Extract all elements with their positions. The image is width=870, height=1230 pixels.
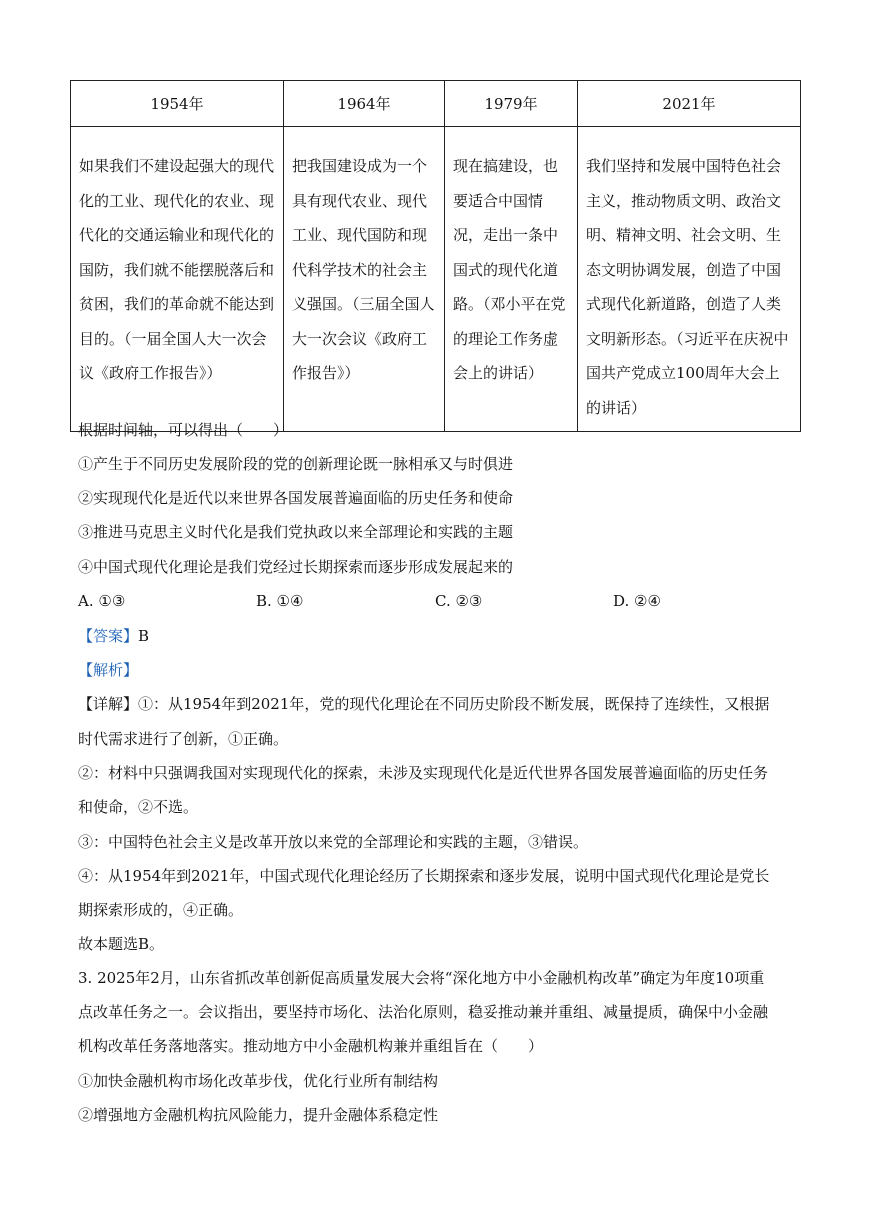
conclusion-line: 故本题选B。 [78, 935, 165, 953]
quote-cell: 如果我们不建设起强大的现代化的工业、现代化的农业、现代化的交通运输业和现代化的国防，我们就不能摆脱落后和贫困，我们的革命就不能达到目的。（一届全国人大一次会议《政府工作报告》） [71, 127, 284, 432]
option-c: C. ②③ [435, 592, 483, 610]
detail-line-4: 和使命，②不选。 [78, 798, 199, 816]
year-header: 1964年 [284, 81, 445, 127]
detail-line-6: ④：从1954年到2021年，中国式现代化理论经历了长期探索和逐步发展，说明中国式现代化理论是党长 [78, 867, 770, 885]
next-question-line-1: 3. 2025年2月，山东省抓改革创新促高质量发展大会将“深化地方中小金融机构改革”确定为年度10项重 [78, 969, 765, 987]
detail-line-1 [78, 694, 798, 714]
answer-line [78, 626, 798, 646]
option-a: A. ①③ [78, 592, 126, 610]
next-statement-1: ①加快金融机构市场化改革步伐，优化行业所有制结构 [78, 1072, 439, 1090]
detail-line-5: ③：中国特色社会主义是改革开放以来党的全部理论和实践的主题，③错误。 [78, 833, 589, 851]
analysis-heading [78, 660, 798, 680]
table-header-row [71, 81, 801, 127]
year-header: 1979年 [445, 81, 578, 127]
quote-cell: 我们坚持和发展中国特色社会主义，推动物质文明、政治文明、精神文明、社会文明、生态文明协调发展，创造了中国式现代化新道路，创造了人类文明新形态。（习近平在庆祝中国共产党成立100周年大会上的讲话） [578, 127, 801, 432]
answer-value: B [138, 627, 150, 645]
detail-line-2: 时代需求进行了创新，①正确。 [78, 730, 289, 748]
option-b: B. ①④ [256, 592, 304, 610]
detail-line-3: ②：材料中只强调我国对实现现代化的探索，未涉及实现现代化是近代世界各国发展普遍面临的历史任务 [78, 764, 769, 782]
statement-4: ④中国式现代化理论是我们党经过长期探索而逐步形成发展起来的 [78, 558, 514, 576]
year-header: 1954年 [71, 81, 284, 127]
statement-3: ③推进马克思主义时代化是我们党执政以来全部理论和实践的主题 [78, 523, 514, 541]
year-header: 2021年 [578, 81, 801, 127]
answer-label: 【答案】 [78, 627, 139, 645]
next-question-line-3: 机构改革任务落地落实。推动地方中小金融机构兼并重组旨在（ ） [78, 1037, 544, 1055]
next-question-line-2: 点改革任务之一。会议指出，要坚持市场化、法治化原则，稳妥推动兼并重组、减量提质，确保中小金融 [78, 1003, 769, 1021]
detail-label: 【详解】 [78, 695, 139, 713]
table-row [71, 127, 801, 432]
quote-cell: 把我国建设成为一个具有现代农业、现代工业、现代国防和现代科学技术的社会主义强国。（三届全国人大一次会议《政府工作报告》） [284, 127, 445, 432]
detail-text: ①：从1954年到2021年，党的现代化理论在不同历史阶段不断发展，既保持了连续性，又根据 [138, 695, 770, 713]
next-statement-2: ②增强地方金融机构抗风险能力，提升金融体系稳定性 [78, 1106, 439, 1124]
quote-cell: 现在搞建设，也要适合中国情况，走出一条中国式的现代化道路。（邓小平在党的理论工作务虚会上的讲话） [445, 127, 578, 432]
statement-1: ①产生于不同历史发展阶段的党的创新理论既一脉相承又与时俱进 [78, 455, 514, 473]
option-d: D. ②④ [613, 592, 661, 610]
timeline-table [70, 80, 801, 432]
analysis-label: 【解析】 [78, 661, 139, 679]
statement-2: ②实现现代化是近代以来世界各国发展普遍面临的历史任务和使命 [78, 489, 514, 507]
question-stem: 根据时间轴，可以得出（ ） [78, 421, 289, 439]
detail-line-7: 期探索形成的，④正确。 [78, 901, 244, 919]
answer-options [78, 592, 798, 612]
